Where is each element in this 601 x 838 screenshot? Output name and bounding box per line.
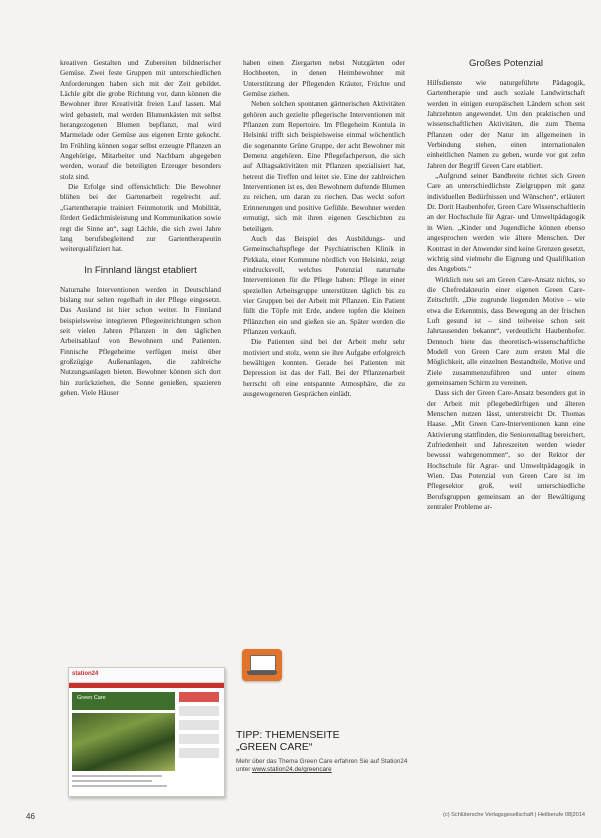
website-title: Green Care — [77, 695, 106, 701]
paragraph: kreativen Gestalten und Zubereiten bildnerischer Gemüse. Zwei feste Gruppen mit unterschiedlichen Anforderungen haben sich mit der Zeit gebildet. Lächle gibt die grobe Richtung vor, dann können die Bewohner ihrer Kreativität freien Lauf lassen. Mal wird gebastelt, mal werden Blumenkästen mit selbst herangezogenen Blumen bepflanzt, mal wird Marmelade oder Gemüse aus eigenen Ernte gekocht. Im Frühling können sogar selbst erzeugte Pflanzen an Angehörige, Mitarbeiter und Nachbarn abgegeben werden, worauf die beteiligten Erzeuger besonders stolz sind. — [60, 58, 221, 181]
tipp-text-box — [236, 729, 416, 774]
sidebar-block — [179, 748, 219, 758]
tipp-box-area — [60, 649, 415, 811]
website-sidebar — [179, 692, 219, 782]
subheading-finnland: In Finnland längst etabliert — [84, 264, 197, 276]
sidebar-block — [179, 706, 219, 716]
tipp-description — [236, 758, 416, 774]
text-line — [72, 785, 167, 787]
laptop-icon — [242, 649, 282, 681]
website-logo: station24 — [72, 671, 99, 677]
article-column-1 — [60, 58, 221, 398]
station24-link[interactable]: www.station24.de/greencare — [252, 766, 332, 773]
laptop-base — [247, 671, 277, 675]
footer-citation: (c) Schlütersche Verlagsgesellschaft | Heilberufe 08|2014 — [443, 812, 585, 818]
tipp-heading-line-1: TIPP: THEMENSEITE — [236, 729, 340, 741]
tipp-heading — [236, 729, 416, 753]
text-line — [72, 780, 152, 782]
article-column-3 — [427, 58, 585, 512]
tipp-heading-line-2: „GREEN CARE“ — [236, 741, 313, 753]
paragraph: Die Erfolge sind offensichtlich: Die Bewohner blühen bei der Gartenarbeit regelrecht auf. „Gartentherapie trainiert Feinmotorik und Mobilität, fördert Gedächtnisleistung und Kommunikation sowie regt die Sinne an“, sagt Lächle, die sich zwei Jahre lang berufsbegleitend zur Gartentherapeutin weiterqualifiziert hat. — [60, 182, 221, 254]
paragraph: haben einen Ziergarten nebst Nutzgärten oder Hochbeeten, in denen Heimbewohner mit Unterstützung der Pflegenden Kräuter, Früchte und Gemüse ziehen. — [243, 58, 405, 99]
website-header — [69, 668, 224, 683]
paragraph: Hilfsdienste wie naturgeführte Pädagogik, Gartentherapie und auch soziale Landwirtschaft werden in einigen europäischen Ländern schon seit Jahrzehnten angewendet. Um den praktischen und wissenschaftlichen Aktivitäten, die zum Thema Pflanzen oder der Natur im allgemeinen in Verbindung stehen, einen internationalen einheitlichen Namen zu geben, wurde vor gut zehn Jahren der Begriff Green Care etabliert. — [427, 78, 585, 170]
website-screenshot — [68, 667, 225, 797]
paragraph: „Aufgrund seiner Bandbreite richtet sich Green Care an unterschiedlichste Zielgruppen mit ganz individuellen Bedürfnissen und Wünschen“, erläutert Dr. Dorit Haubenhofer, Green Care Wissenschaftlerin an der Hochschule für Agrar- und Umweltpädagogik in Wien. „Kinder und Jugendliche können ebenso angesprochen werden wie ältere Menschen. Der Kontrast in der Anwender sind keine Grenzen gesetzt, wichtig sind vielmehr die Eignung und Qualifikation des Angebots.“ — [427, 171, 585, 274]
paragraph: Naturnahe Interventionen werden in Deutschland bislang nur selten regelhaft in der Pflege eingesetzt. Das Ausland ist hier schon weiter. In Finnland beispielsweise integrieren Pflegeeinrichtungen schon seit vielen Jahren Pflanzen in den täglichen Arbeitsablauf von Bewohnern und Patienten. Finnische Pflegeheime verfügen meist über großzügige Außenanlagen, die zahlreiche Nutzungsanlagen bieten. Bewohner können sich dort hin zurückziehen, die Sonne genießen, spazieren gehen. Viele Häuser — [60, 284, 221, 397]
article-column-2 — [243, 58, 405, 399]
paragraph: Die Patienten sind bei der Arbeit mehr sehr motiviert und stolz, wenn sie ihre Aufgabe erfolgreich bewältigen konnten. Gerade bei Patienten mit Depression ist das der Fall. Bei der Pflanzenarbeit herrscht oft eine entspannte Atmosphäre, die zu ausgewogeneren Gesprächen einlädt. — [243, 337, 405, 398]
website-nav-bar — [69, 683, 224, 688]
subheading-potenzial: Großes Potenzial — [468, 58, 544, 69]
sidebar-block — [179, 734, 219, 744]
sidebar-block — [179, 692, 219, 702]
sidebar-block — [179, 720, 219, 730]
paragraph: Dass sich der Green Care-Ansatz besonders gut in der Arbeit mit pflegebedürftigen und älteren Menschen nutzen lässt, unterstreicht Dr. Thomas Haase. „Mit Green Care-Interventionen kann eine Aktivierung stattfinden, die Seniorenalltag bereichert, Zufriedenheit und Jahreszeiten werden wieder bewusst wahrgenommen“, so der Rektor der Hochschule für Agrar- und Umweltpädagogik in Wien. Das Potenzial von Green Care ist im Pflegesektor groß, weil unterschiedliche Berufsgruppen gemeinsam an der Bewältigung zentraler Probleme ar- — [427, 388, 585, 512]
laptop-screen — [250, 655, 276, 671]
tipp-body-text: Mehr über das Thema Green Care erfahren Sie auf Station24 unter — [236, 758, 408, 773]
paragraph: Wirklich neu sei am Green Care-Ansatz nichts, so die Chefredakteurin einer eigenen Green Care-Zeitschrift. „Die zugrunde liegenden Motive – wie etwa die Erkenntnis, dass Bewegung an der frischen Luft gesund ist – sind teilweise schon seit Jahrtausenden bekannt“, verdeutlicht Haubenhofer. Dennoch biete das theoretisch-wissenschaftliche Modell von Green Care zum ersten Mal die Möglichkeit, alle einzelnen Bestandteile, Motive und Ziele zusammenzuführen und unter einem gemeinsamen Schirm zu vereinen. — [427, 274, 585, 387]
website-title-banner — [72, 692, 175, 710]
text-line — [72, 775, 162, 777]
paragraph: Auch das Beispiel des Ausbildungs- und Gemeinschaftspflege der Psychiatrischen Klinik in Pirkkala, einer Kommune nördlich von Helsinki, zeigt eindrucksvoll, welches Potenzial naturnahe Interventionen für die Pflege haben: Pflege in einer speziellen Arbeitsgruppe unterstützen täglich bis zu vier Gruppen bei der Arbeit mit Pflanzen. Ein Patient füllt die Töpfe mit Erde, andere topfen die kleinen Pflänzchen ein und gießen sie an. Später werden die Pflanzen verkauft. — [243, 233, 405, 336]
plant-photo — [72, 713, 175, 771]
page-number: 46 — [26, 812, 35, 821]
paragraph: Neben solchen spontanen gärtnerischen Aktivitäten gehören auch gezielte pflegerische Interventionen mit Pflanzen zum Repertoire. Im Pflegeheim Kontula in Helsinki trifft sich beispielsweise einmal wöchentlich die sogenannte Grüne Gruppe, der acht Bewohner mit Demenz angehören. Eine Pflegefachperson, die sich auf Alltagsaktivitäten mit Pflanzen spezialisiert hat, betreut die Treffen und leitet sie. Eine der zahlreichen Interventionen ist es, den Bewohnern duftende Blumen zu reichen, um daran zu riechen. Das weckt sofort Erinnerungen und positive Gefühle. Bewohner werden ermutigt, sich mit ihren eigenen Geschichten zu beteiligen. — [243, 99, 405, 233]
